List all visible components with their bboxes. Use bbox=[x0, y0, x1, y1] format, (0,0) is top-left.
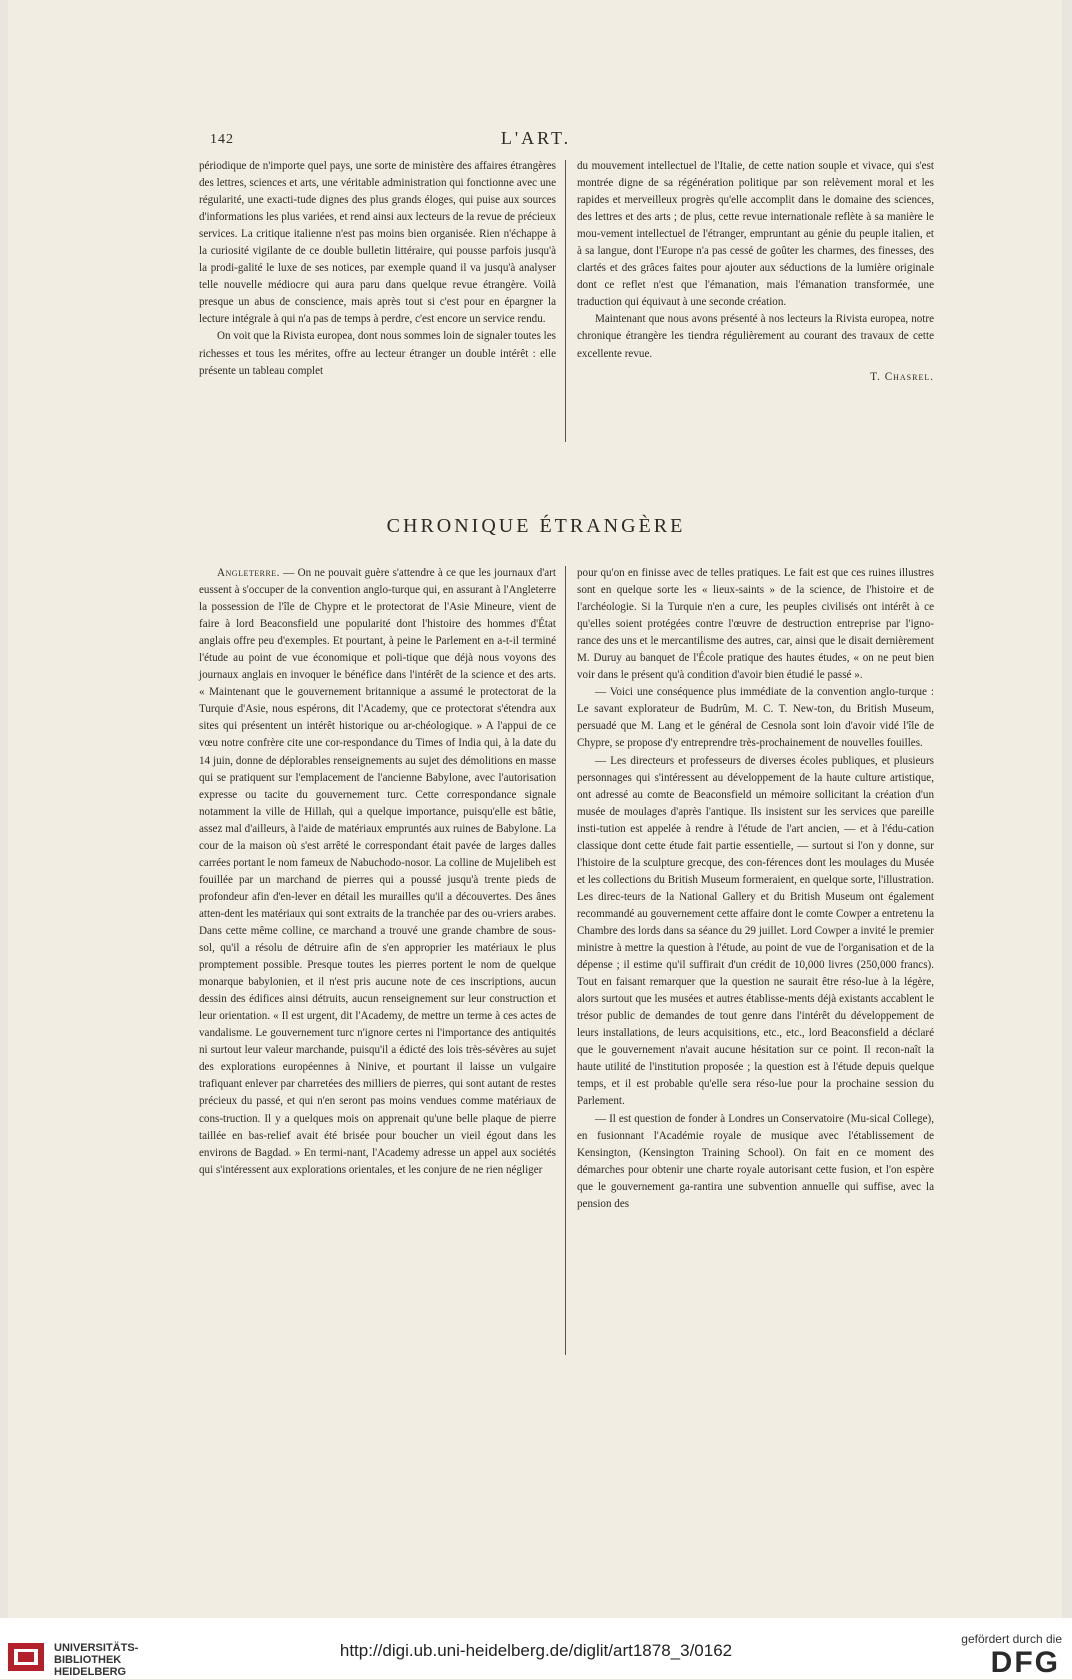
top-right-column bbox=[577, 158, 934, 386]
paragraph: pour qu'on en finisse avec de telles pratiques. Le fait est que ces ruines illustres sont en quelque sorte les « lieux-saints » de la science, de l'histoire et de l'archéologie. Si la Turquie n'en a cure, les peuples civilisés ont intérêt à ce qu'elles soient protégées contre l'œuvre de destruction entreprise par l'igno-rance des uns et le mercantilisme des autres, car, ainsi que le disait dernièrement M. Duruy au banquet de l'École pratique des hautes études, « on ne peut bien voir dans le présent qu'à condition d'avoir bien étudié le passé ». bbox=[577, 567, 934, 682]
institution-name: UNIVERSITÄTS- BIBLIOTHEK HEIDELBERG bbox=[54, 1642, 139, 1678]
page-number: 142 bbox=[210, 132, 234, 147]
paragraph: — Il est question de fonder à Londres un Conservatoire (Mu-sical College), en fusionnant l'Académie royale de musique avec l'établissement de Kensington, (Kensington Training School). On fait en ce moment des démarches pour obtenir une charte royale autorisant cette fusion, et l'on espère que le gouvernement ga-rantira une subvention annuelle qui suffise, avec la pension des bbox=[577, 1112, 934, 1210]
section-title: CHRONIQUE ÉTRANGÈRE bbox=[386, 515, 686, 537]
top-left-column bbox=[199, 158, 556, 380]
paragraph: Maintenant que nous avons présenté à nos lecteurs la Rivista europea, notre chronique étrangère les tiendra régulièrement au courant des travaux de cette excellente revue. bbox=[577, 313, 934, 360]
permalink-url[interactable]: http://digi.ub.uni-heidelberg.de/diglit/art1878_3/0162 bbox=[339, 1641, 733, 1660]
bottom-right-column bbox=[577, 565, 934, 1213]
paragraph: On voit que la Rivista europea, dont nous sommes loin de signaler toutes les richesses et tous les mérites, offre au lecteur étranger un double intérêt : elle présente un tableau complet bbox=[199, 330, 556, 377]
bottom-left-column bbox=[199, 565, 556, 1179]
paragraph: — Les directeurs et professeurs de diverses écoles publiques, et plusieurs personnages qui s'intéressent au développement de la haute culture artistique, ont adressé au comte de Beaconsfield un mémoire sollicitant la création d'un musée de moulages d'après l'antique. Ils insistent sur les services que pareille insti-tution est appelée à rendre à l'étude de l'art ancien, — et à l'édu-cation classique dont cette étude fait partie essentielle, — surtout si l'on y donne, sur l'histoire de la sculpture grecque, des con-férences dont les moulages du Musée et les collections du British Museum formeraient, en quelque sorte, l'illustration. Les direc-teurs de la National Gallery et du British Museum ont également recommandé au gouvernement cette affaire dont le comte Cowper a entretenu la Chambre des lords dans sa séance du 29 juillet. Lord Cowper a invité le premier ministre à mettre la question à l'étude, au point de vue de l'organisation et de la dépense ; il estime qu'il suffirait d'un crédit de 10,000 livres (250,000 francs). Tout en faisant remarquer que la question ne saurait être réso-lue à la légère, alors surtout que les musées et autres établisse-ments déjà existants accablent le trésor public de demandes de tout genre dans l'intérêt du développement de leurs installations, de leurs acquisitions, etc., etc., lord Beaconsfield a déclaré que le gouvernement n'avait aucune hésitation sur ce point. Il recon-naît la haute utilité de l'institution proposée ; la question est à l'étude depuis quelque temps, et il est probable qu'elle sera réso-lue pour la prochaine session du Parlement. bbox=[577, 754, 934, 1108]
column-rule bbox=[565, 566, 566, 1355]
dfg-logo: DFG bbox=[990, 1646, 1060, 1679]
country-heading: Angleterre. bbox=[217, 567, 280, 579]
running-title: L'ART. bbox=[500, 128, 572, 148]
signature: T. Chasrel. bbox=[870, 370, 934, 383]
column-rule bbox=[565, 160, 566, 442]
paragraph: du mouvement intellectuel de l'Italie, de cette nation souple et vivace, qui s'est montrée digne de sa régénération politique par son relèvement moral et les rapides et merveilleux progrès qu'elle accomplit dans le domaine des sciences, des lettres et des arts ; de plus, cette revue internationale reflète à sa manière le mou-vement intellectuel de l'étranger, empruntant au génie du peuple italien, et à sa langue, dont l'Europe n'a pas cessé de goûter les charmes, des finesses, des clartés et des grâces faites pour ajouter aux séductions de la lumière originale dont ce reflet n'est que l'émanation, mais l'émanation transformée, une traduction qui équivaut à une seconde création. bbox=[577, 160, 934, 309]
paragraph: — Voici une conséquence plus immédiate de la convention anglo-turque : Le savant explorateur de Budrûm, M. C. T. New-ton, du British Museum, persuadé que M. Lang et le général de Cesnola sont loin d'avoir vidé l'île de Chypre, se propose d'y entreprendre très-prochainement de nouvelles fouilles. bbox=[577, 686, 934, 750]
funding-label: gefördert durch die bbox=[961, 1632, 1062, 1646]
paragraph-text: — On ne pouvait guère s'attendre à ce que les journaux d'art eussent à s'occuper de la convention anglo-turque qui, en assurant à l'Angleterre la possession de l'île de Chypre et le protectorat de l'Asie Mineure, vient de faire à lord Beaconsfield une popularité dont l'histoire des hommes d'État anglais offre peu d'exemples. Et pourtant, à peine le Parlement en a-t-il terminé l'étude au point de vue économique et poli-tique que déjà nous voyons des journaux anglais en invoquer le bénéfice dans l'intérêt de la science et des arts. « Maintenant que le gouvernement britannique a assumé le protectorat de la Turquie d'Asie, nous espérons, dit l'Academy, que ce protectorat s'étendra aux sites qui présentent un intérêt historique ou ar-chéologique. » A l'appui de ce vœu notre confrère cite une cor-respondance du Times of India qui, à la date du 14 juin, donne de déplorables renseignements au sujet des démolitions en masse qui se pratiquent sur l'emplacement de l'ancienne Babylone, avec l'autorisation expresse ou tacite du gouvernement turc. Cette correspondance signale notamment la ville de Hillah, qui a quelque importance, puisqu'elle est bâtie, assez mal d'ailleurs, à l'aide de matériaux empruntés aux ruines de Babylone. La cour de la maison où s'est arrêté le correspondant était pavée de larges dalles carrées portant le nom fameux de Nabuchodo-nosor. La colline de Mujelibeh est fouillée par un marchand de pierres qui a poussé jusqu'à trente pieds de profondeur afin d'en-lever en détail les murailles qu'il a découvertes. Des ânes atten-dent les matériaux qui sont extraits de la tranchée par des ou-vriers arabes. Dans cette même colline, ce marchand a trouvé une grande chambre de sous-sol, qu'il a résolu de détruire afin de s'en approprier les matériaux le plus promptement possible. Presque toutes les pierres portent le nom de quelque monarque babylonien, et il n'est pris aucune note de ces inscriptions, aucun dessin des édifices ainsi détruits, aucun renseignement sur leur construction et leur orientation. « Il est urgent, dit l'Academy, de mettre un terme à ces actes de vandalisme. Le gouvernement turc n'ignore certes ni l'importance des antiquités ni surtout leur valeur marchande, puisqu'il a édicté des lois très-sévères au sujet des explorations européennes à Ninive, et pourtant il laisse un vulgaire trafiquant enlever par charretées des milliers de pierres, qui sont autant de restes précieux du passé, et qui n'en seront pas moins vendues comme matériaux de cons-truction. Il y a quelques mois on apprenait qu'une belle plaque de pierre taillée en bas-relief avait été brisée pour boucher un vieil égout dans les environs de Bagdad. » En termi-nant, l'Academy adresse un appel aux sociétés qui s'intéressent aux explorations orientales, et les conjure de ne rien négliger bbox=[199, 567, 556, 1176]
footer-bar bbox=[0, 1618, 1072, 1679]
paragraph bbox=[199, 565, 556, 1179]
paragraph: périodique de n'importe quel pays, une sorte de ministère des affaires étrangères des lettres, sciences et arts, une véritable administration qui fonctionne avec une régularité, une exacti-tude dignes des plus grands éloges, qui puise aux sources d'informations les plus variées, et rend ainsi aux lecteurs de la revue de précieux services. La critique italienne n'est pas moins bien organisée. Rien n'échappe à la curiosité vigilante de ce double bulletin littéraire, qui pousse parfois jusqu'à la prodi-galité le luxe de ses notices, par exemple quand il va jusqu'à analyser telle nouvelle médiocre qui aura paru dans quelque revue étrangère. Voilà presque un abus de conscience, mais après tout si c'est pour en épargner la lecture intégrale à qui n'a pas de temps à perdre, c'est encore un service rendu. bbox=[199, 160, 556, 326]
